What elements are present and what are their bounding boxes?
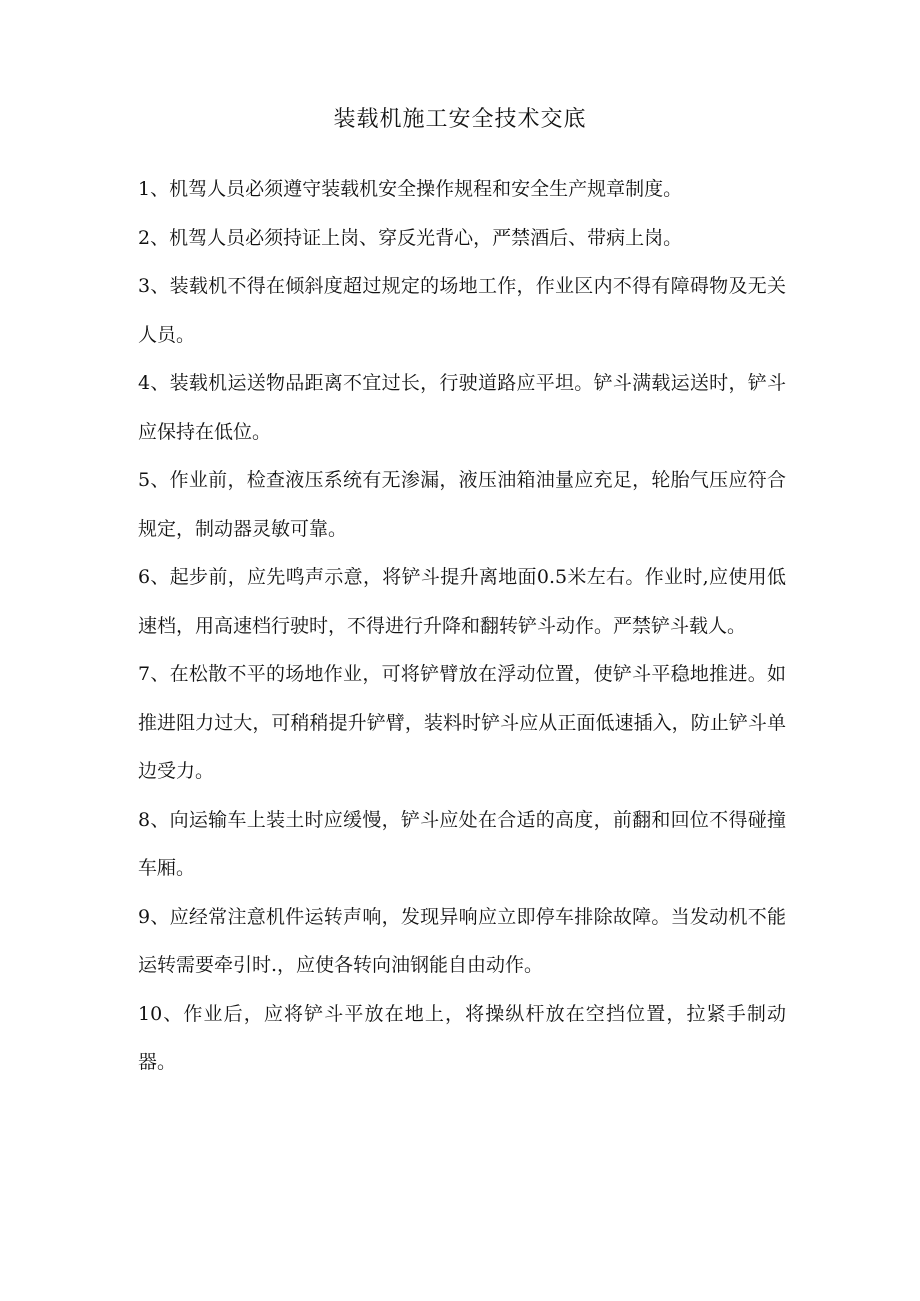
document-title: 装载机施工安全技术交底 <box>333 107 587 132</box>
instruction-item-5: 5、作业前，检查液压系统有无渗漏，液压油箱油量应充足，轮胎气压应符合规定，制动器灵敏可靠。 <box>138 469 786 540</box>
instruction-item-10: 10、作业后，应将铲斗平放在地上，将操纵杆放在空挡位置，拉紧手制动器。 <box>138 1002 786 1073</box>
instruction-item-9: 9、应经常注意机件运转声响，发现异响应立即停车排除故障。当发动机不能运转需要牵引时.，应使各转向油钢能自由动作。 <box>138 905 786 976</box>
instruction-item-4: 4、装载机运送物品距离不宜过长，行驶道路应平坦。铲斗满载运送时，铲斗应保持在低位。 <box>138 372 786 443</box>
instruction-item-7: 7、在松散不平的场地作业，可将铲臂放在浮动位置，使铲斗平稳地推进。如推进阻力过大，可稍稍提升铲臂，装料时铲斗应从正面低速插入，防止铲斗单边受力。 <box>138 663 786 782</box>
instruction-item-3: 3、装载机不得在倾斜度超过规定的场地工作，作业区内不得有障碍物及无关人员。 <box>138 275 786 346</box>
instruction-item-8: 8、向运输车上装土时应缓慢，铲斗应处在合适的高度，前翻和回位不得碰撞车厢。 <box>138 808 786 879</box>
instruction-list <box>138 165 786 1087</box>
instruction-item-1: 1、机驾人员必须遵守装载机安全操作规程和安全生产规章制度。 <box>138 178 683 200</box>
instruction-item-6: 6、起步前，应先鸣声示意，将铲斗提升离地面0.5米左右。作业时,应使用低速档，用高速档行驶时，不得进行升降和翻转铲斗动作。严禁铲斗载人。 <box>138 566 786 637</box>
instruction-item-2: 2、机驾人员必须持证上岗、穿反光背心，严禁酒后、带病上岗。 <box>138 226 683 249</box>
